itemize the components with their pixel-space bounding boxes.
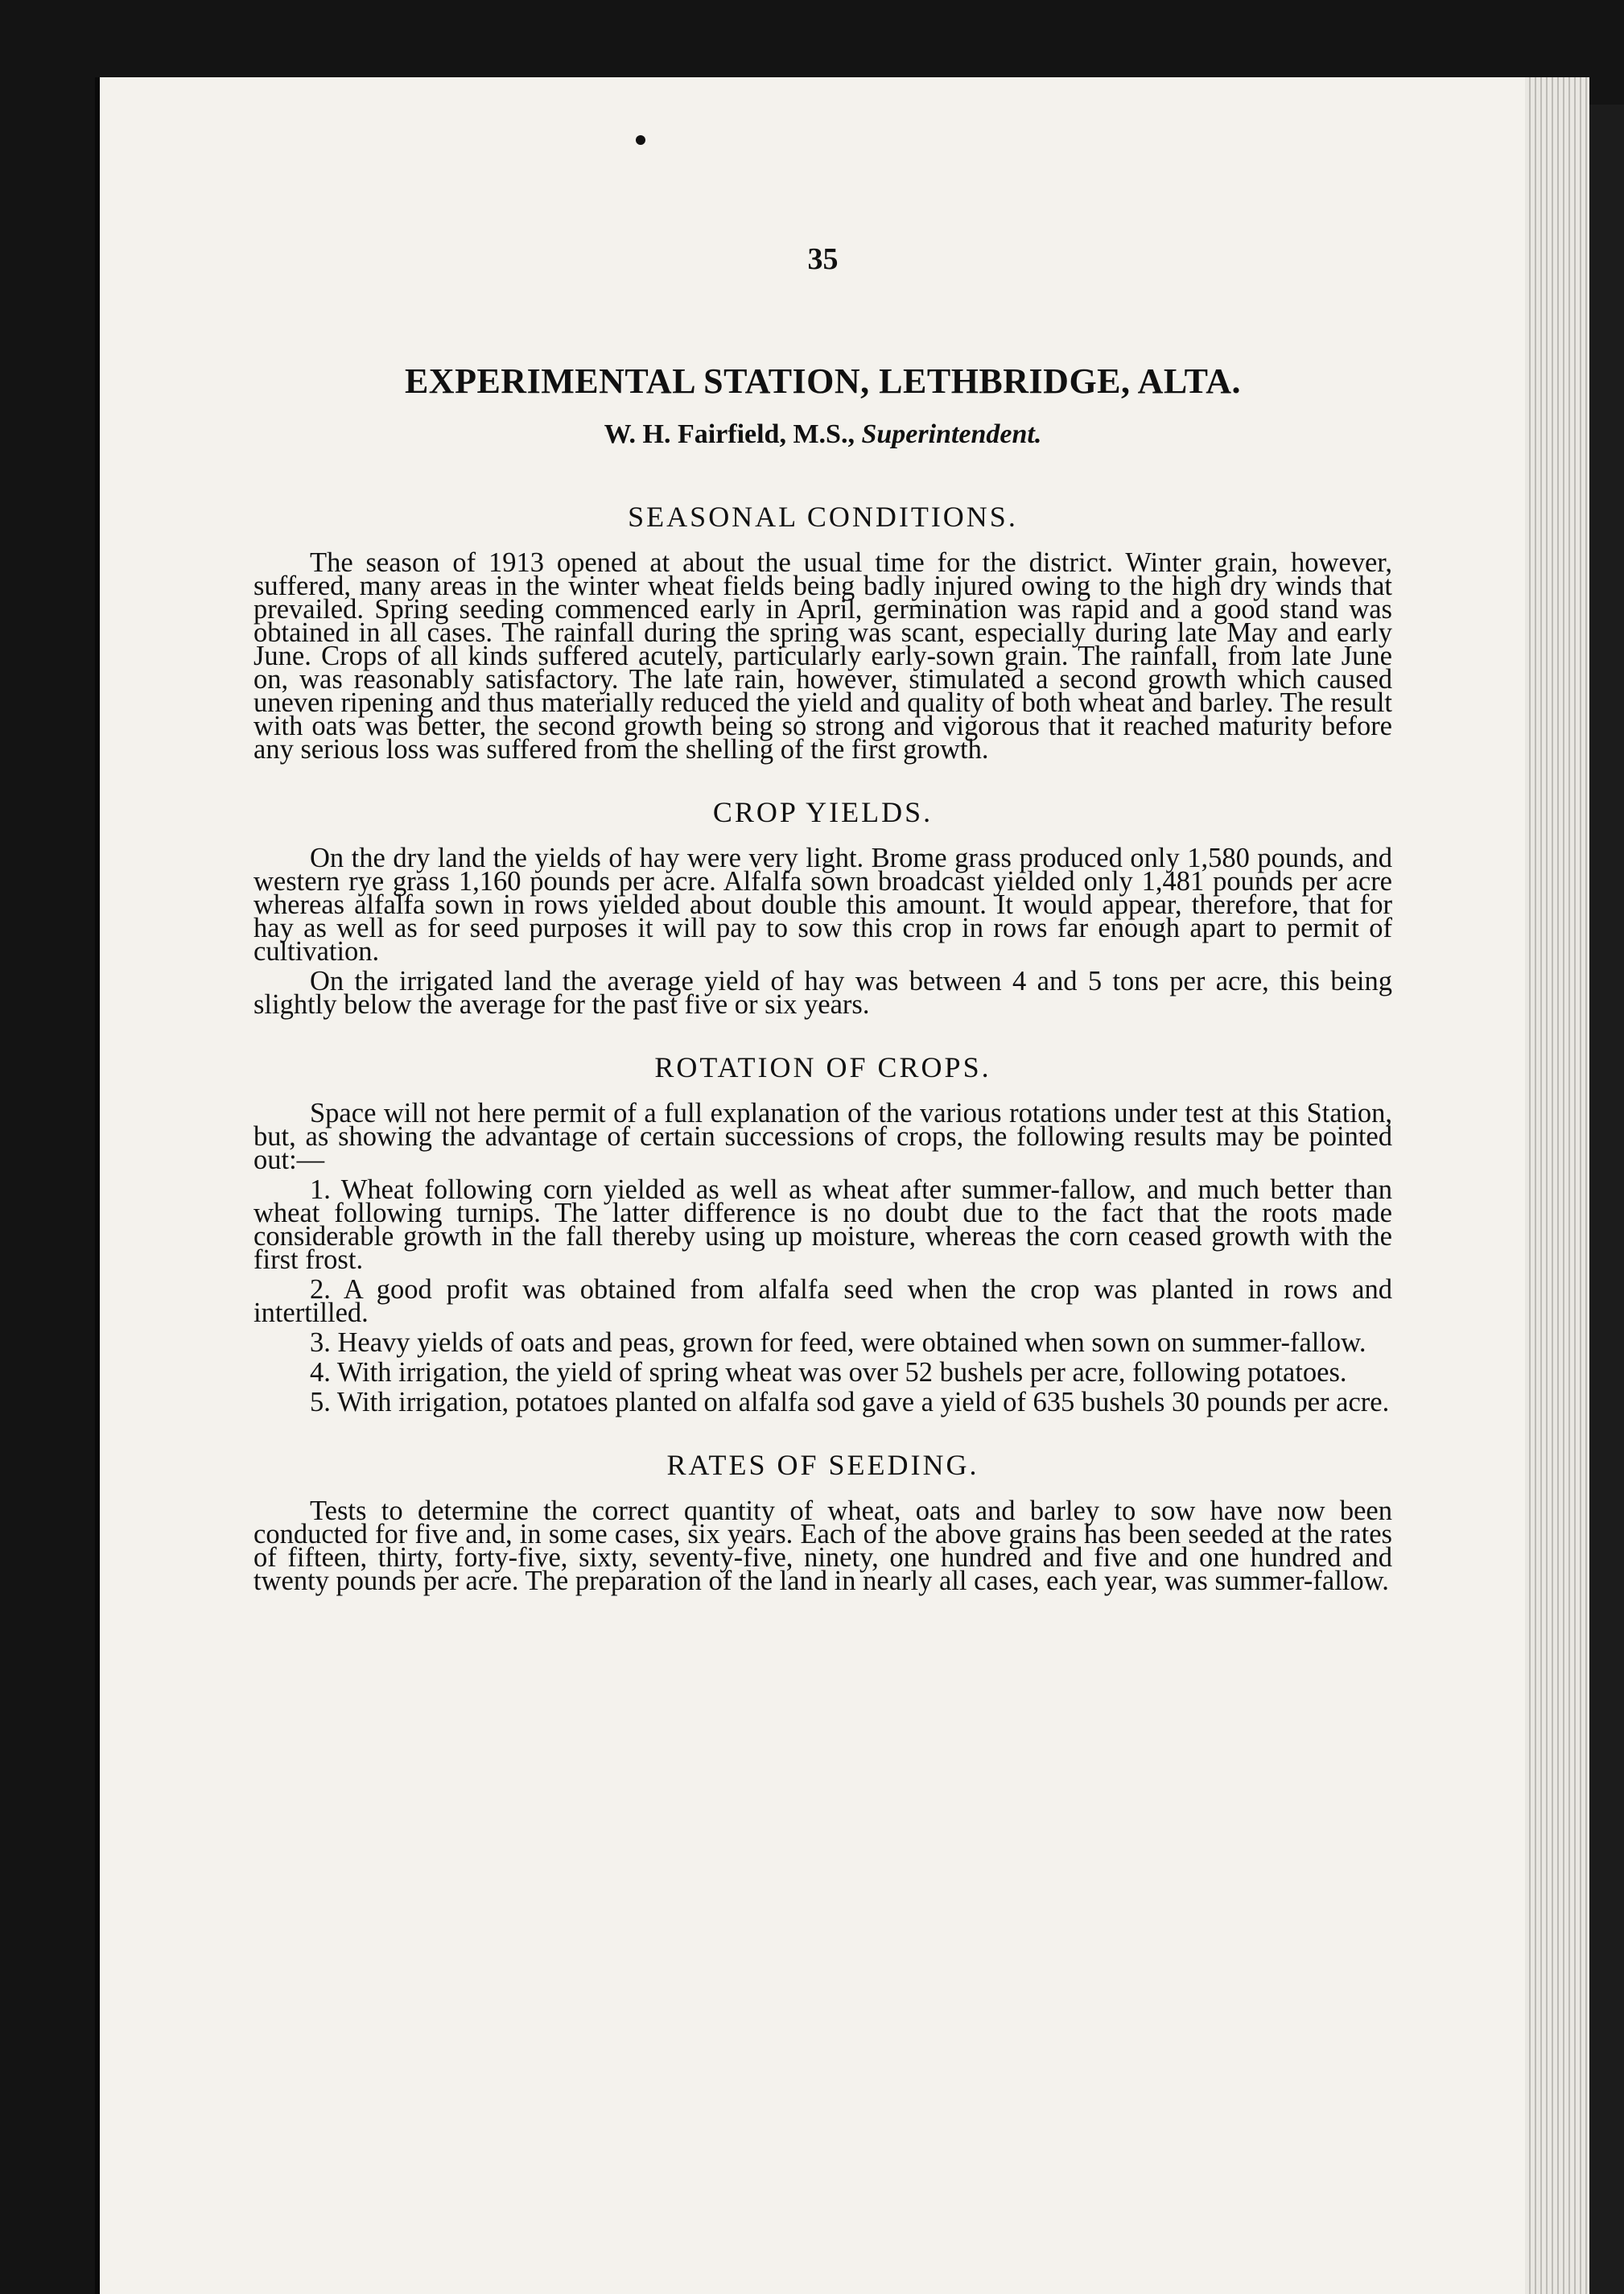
heading-rotation-of-crops: ROTATION OF CROPS. — [654, 1051, 991, 1083]
heading-rates-of-seeding: RATES OF SEEDING. — [666, 1449, 979, 1481]
heading-crop-yields: CROP YIELDS. — [712, 796, 934, 828]
paragraph-crop-yields-2: On the irrigated land the average yield of hay was between 4 and 5 tons per acre, this being slightly below the average for the past five or six years. — [253, 966, 1392, 1020]
rotation-item-1: 1. Wheat following corn yielded as well as wheat after summer-fallow, and much better than wheat following turnips. The latter difference is no doubt due to the fact that the roots made considerable growth in the fall thereby using up moisture, whereas the corn ceased growth with the first frost. — [253, 1174, 1392, 1275]
page-title: EXPERIMENTAL STATION, LETHBRIDGE, ALTA. — [404, 361, 1242, 401]
ink-dot — [636, 135, 645, 145]
rotation-item-3: 3. Heavy yields of oats and peas, grown for feed, were obtained when sown on summer-fallow. — [310, 1327, 1366, 1358]
rotation-item-4: 4. With irrigation, the yield of spring wheat was over 52 bushels per acre, following potatoes. — [310, 1357, 1347, 1388]
paragraph-rotation-intro: Space will not here permit of a full explanation of the various rotations under test at this Station, but, as showing the advantage of certain successions of crops, the following results may be pointed out:— — [253, 1098, 1392, 1175]
author-role: Superintendent. — [861, 419, 1042, 449]
book-binding-edge — [1589, 105, 1624, 2294]
page-content — [253, 241, 1392, 1596]
paragraph-crop-yields-1: On the dry land the yields of hay were very light. Brome grass produced only 1,580 pounds, and western rye grass 1,160 pounds per acre. Alfalfa sown broadcast yielded only 1,481 pounds per acre whereas alfalfa sown in rows yielded about double this amount. It would appear, therefore, that for hay as well as for seed purposes it will pay to sow this crop in rows far enough apart to permit of cultivation. — [253, 843, 1392, 967]
rotation-item-5: 5. With irrigation, potatoes planted on alfalfa sod gave a yield of 635 bushels 30 pounds per acre. — [310, 1387, 1390, 1417]
rotation-item-2: 2. A good profit was obtained from alfalfa seed when the crop was planted in rows and intertilled. — [253, 1274, 1392, 1328]
paragraph-seasonal: The season of 1913 opened at about the usual time for the district. Winter grain, however, suffered, many areas in the winter wheat fields being badly injured owing to the high dry winds that prevailed. Spring seeding commenced early in April, germination was rapid and a good stand was obtained in all cases. The rainfall during the spring was scant, especially during late May and early June. Crops of all kinds suffered acutely, particularly early-sown grain. The rainfall, from late June on, was reasonably satisfactory. The late rain, however, stimulated a second growth which caused uneven ripening and thus materially reduced the yield and quality of both wheat and barley. The result with oats was better, the second growth being so strong and vigorous that it reached maturity before any serious loss was suffered from the shelling of the first growth. — [253, 547, 1392, 765]
paragraph-seeding: Tests to determine the correct quantity of wheat, oats and barley to sow have now been conducted for five and, in some cases, six years. Each of the above grains has been seeded at the rates of fifteen, thirty, forty-five, sixty, seventy-five, ninety, one hundred and five and one hundred and twenty pounds per acre. The preparation of the land in nearly all cases, each year, was summer-fallow. — [253, 1496, 1392, 1596]
heading-seasonal-conditions: SEASONAL CONDITIONS. — [628, 501, 1018, 533]
page-number: 35 — [807, 242, 839, 276]
author-line — [253, 419, 1392, 450]
page-edges — [1525, 77, 1589, 2294]
author-name: W. H. Fairfield, M.S., — [604, 419, 855, 449]
